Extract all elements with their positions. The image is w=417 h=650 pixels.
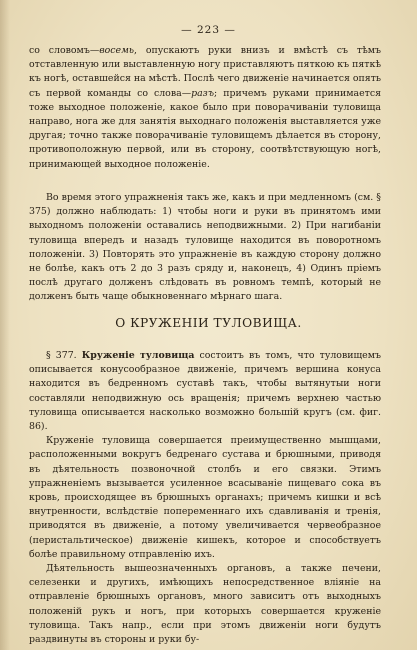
section-number: § 377. (46, 350, 82, 361)
page-number: — 223 — (181, 24, 236, 36)
paragraph-definition (29, 349, 381, 434)
command-word-eight: восемь (99, 45, 134, 56)
paragraph: Дѣятельность вышеозначенныхъ органовъ, а также печени, селезенки и другихъ, имѣющихъ непосредственное вліяніе на отправленіе брюшныхъ органовъ, много зависитъ отъ выходныхъ положеній рукъ и ногъ, при которыхъ совершается круженіе туловища. Такъ напр., если при этомъ движеніи ноги будутъ раздвинуты въ стороны и руки бу- (29, 563, 381, 646)
paragraph (29, 44, 381, 172)
paragraph: Круженіе туловища совершается преимущественно мышцами, расположенными вокругъ бедренаго сустава и брюшными, приводя въ дѣятельность позвоночной столбъ и его связки. Этимъ упражненіемъ вызывается усиленное всасываніе пищеваго сока въ кровь, происходящее въ брюшныхъ органахъ; причемъ кишки и всѣ внутренности, вслѣдствіе попеременнаго ихъ сдавливанія и тренія, приводятся въ движеніе, а потому увеличивается червеобразное (перистальтическое) движеніе кишекъ, которое и способствуетъ болѣе правильному отправленію ихъ. (29, 435, 381, 560)
paragraph: Во время этого упражненія такъ же, какъ и при медленномъ (см. § 375) должно наблюдать: 1) чтобы ноги и руки въ принятомъ ими выходномъ положеніи оставались неподвижными. 2) При нагибаніи туловища впередъ и назадъ туловище находится въ поворотномъ положеніи. 3) Повторять это упражненіе въ каждую сторону должно не болѣе, какъ отъ 2 до 3 разъ сряду и, наконецъ, 4) Одинъ пріемъ послѣ другаго долженъ слѣдовать въ ровномъ темпѣ, который не долженъ быть чаще обыкновеннаго мѣрнаго шага. (29, 192, 381, 303)
command-word-one: разъ (191, 87, 215, 99)
section-title: О КРУЖЕНІИ ТУЛОВИЩА. (115, 316, 302, 330)
paragraph-continuation (29, 44, 381, 172)
section-body (29, 349, 381, 647)
text-run: ; причемъ руками принимается тоже выходное положеніе, какое было при поворачиваніи туловища направо, нога же для занятія выходнаго положенія выставляется уже другая; точно также поворачиваніе туловищемъ дѣлается въ сторону, противоположную первой, или въ сторону, соотвѣтствующую ногѣ, принимающей выходное положеніе. (29, 87, 381, 170)
observation-rules (29, 191, 381, 305)
text-run: , опускаютъ руки внизъ и вмѣстѣ съ тѣмъ отставленную или выставленную ногу приставляютъ пяткою къ пяткѣ къ ногѣ, оставшейся на мѣстѣ. Послѣ чего движеніе начинается опять съ первой команды со слова— (29, 45, 381, 99)
text-run: состоитъ въ томъ, что туловищемъ описывается конусообразное движеніе, причемъ вершина конуса находится въ бедренномъ суставѣ такъ, чтобы вытянутыи ноги составляли неподвижную ось вращенія; причемъ верхнею частью туловища описывается насколько возможно большій кругъ (см. фиг. 86). (29, 350, 381, 433)
term-bold: Круженіе туловища (81, 350, 195, 361)
text-run: со словомъ— (29, 45, 100, 56)
